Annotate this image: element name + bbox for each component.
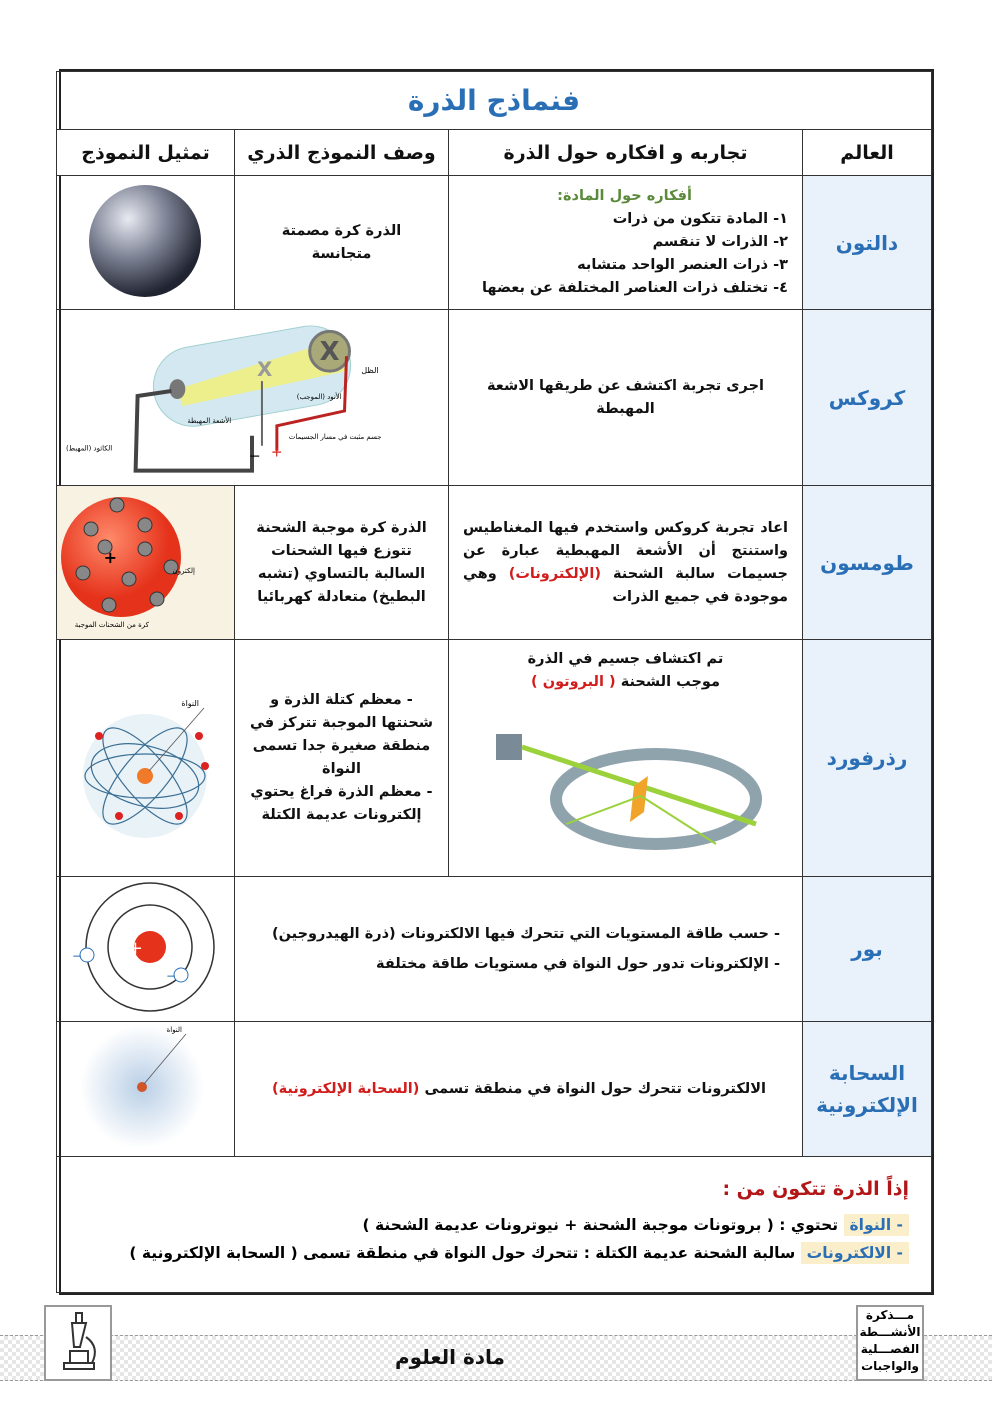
experiment-text: اعاد تجربة كروكس واستخدم فيها المغناطيس واستنتج أن الأشعة المهبطية عبارة عن جسيمات سالبة الشحنة (463, 519, 788, 582)
svg-text:X: X (257, 357, 273, 381)
table-row (56, 640, 931, 877)
page-title: فنماذج الذرة (56, 72, 931, 130)
rutherford-experiment (449, 640, 803, 877)
logo-line: الأنشـــطة (859, 1325, 921, 1339)
dalton-description: الذرة كرة مصمتة متجانسة (235, 176, 449, 310)
idea: ٢- الذرات لا تنقسم (652, 234, 788, 250)
crookes-tube-image (56, 310, 448, 486)
summary-row (56, 1157, 931, 1293)
svg-text:+: + (271, 444, 284, 461)
ideas-title: أفكاره حول المادة: (557, 188, 692, 204)
logo-line: مـــذكرة (865, 1308, 915, 1322)
rutherford-model-image (56, 640, 234, 877)
logo-line: الفصـــلية (860, 1342, 920, 1356)
label-object: جسم مثبت في مسار الجسيمات (289, 432, 383, 441)
header-experiments: تجاربه و افكاره حول الذرة (449, 130, 803, 176)
header-scientist: العالم (803, 130, 932, 176)
logo-line: والواجبات (861, 1359, 919, 1373)
table-row (56, 176, 931, 310)
label-nucleus: النواة (181, 699, 200, 708)
label-anode: الأنود (الموجب) (297, 392, 343, 401)
cloud-term: (السحابة الإلكترونية) (272, 1080, 420, 1097)
cloud-model-image (56, 1022, 234, 1157)
label-shadow: الظل (361, 365, 380, 375)
description-line: - حسب طاقة المستويات التي تتحرك فيها الالكترونات (ذرة الهيدروجين) (271, 926, 780, 942)
scientist-thomson: طومسون (803, 486, 932, 640)
atom-models-table (59, 69, 934, 1295)
dalton-ideas (449, 176, 803, 310)
dalton-model-image (56, 176, 234, 310)
nucleus-label: - النواة (844, 1214, 909, 1236)
label-rays: الأشعة المهبطة (187, 416, 232, 425)
electrons-label: - الالكترونات (801, 1242, 909, 1264)
thomson-experiment (449, 486, 803, 640)
experiment-text: تم اكتشاف جسيم في الذرة موجب الشحنة (527, 651, 724, 690)
idea: ٣- ذرات العنصر الواحد متشابه (577, 257, 788, 273)
label-cathode: الكاثود (المهبط) (66, 444, 113, 453)
table-row (56, 310, 931, 486)
nucleus-text: تحتوي : ( بروتونات موجبة الشحنة + نيوترونات عديمة الشحنة ) (362, 1215, 839, 1234)
scientist-crookes: كروكس (803, 310, 932, 486)
scientist-rutherford: رذرفورد (803, 640, 932, 877)
electrons-text: سالبة الشحنة عديمة الكتلة : تتحرك حول النواة في منطقة تسمى ( السحابة الإلكترونية ) (129, 1243, 796, 1262)
description-line: - الإلكترونات تدور حول النواة في مستويات طاقة مختلفة (376, 956, 780, 972)
summary (56, 1157, 931, 1293)
idea: ٤- تختلف ذرات العناصر المختلفة عن بعضها (481, 280, 788, 296)
label-electron: إلكترون (173, 566, 196, 575)
label-sphere: كرة من الشحنات الموجبة (75, 620, 150, 629)
description-point: - معظم الذرة فراغ يحتوي إلكترونات عديمة الكتلة (250, 784, 433, 823)
svg-text:X: X (320, 336, 341, 367)
experiment-tail: وهي موجودة في جميع الذرات (463, 565, 788, 605)
rutherford-description (235, 640, 449, 877)
scientist-dalton: دالتون (803, 176, 932, 310)
scientist-bohr: بور (803, 877, 932, 1022)
microscope-icon (44, 1305, 112, 1381)
notebook-logo (856, 1305, 924, 1381)
thomson-description: الذرة كرة موجبة الشحنة تتوزع فيها الشحنات السالبة بالتساوي (تشبه البطيخ) متعادلة كهربائيا (235, 486, 449, 640)
summary-title: إذاً الذرة تتكون من : (722, 1177, 909, 1200)
table-row (56, 877, 931, 1022)
electron-sign: − (166, 969, 177, 983)
proton-sign: + (128, 938, 144, 959)
proton-term: ( البروتون ) (531, 674, 616, 690)
description-point: - معظم كتلة الذرة و شحنتها الموجبة تتركز في منطقة صغيرة جدا تسمى النواة (249, 692, 434, 777)
electrons-term: (الإلكترونات) (508, 565, 602, 582)
table-row (56, 1022, 931, 1157)
cloud-description (235, 1022, 803, 1157)
description-text: الالكترونات تتحرك حول النواة في منطقة تسمى (424, 1080, 766, 1097)
label-nucleus: النواة (167, 1026, 183, 1034)
subject-title: مادة العلوم (395, 1345, 505, 1369)
crookes-experiment: اجرى تجربة اكتشف عن طريقها الاشعة المهبطة (449, 310, 803, 486)
bohr-description (235, 877, 803, 1022)
svg-text:+: + (104, 547, 118, 567)
gold-foil-diagram (476, 704, 776, 854)
table-row (56, 486, 931, 640)
svg-text:−: − (249, 448, 262, 465)
idea: ١- المادة تتكون من ذرات (612, 211, 788, 227)
solid-sphere (89, 185, 201, 297)
header-description: وصف النموذج الذري (235, 130, 449, 176)
header-model: تمثيل النموذج (56, 130, 234, 176)
thomson-model-image (56, 486, 234, 640)
electron-sign: − (72, 949, 83, 963)
scientist-electron-cloud: السحابة الإلكترونية (803, 1022, 932, 1157)
bohr-model-image (56, 877, 234, 1022)
